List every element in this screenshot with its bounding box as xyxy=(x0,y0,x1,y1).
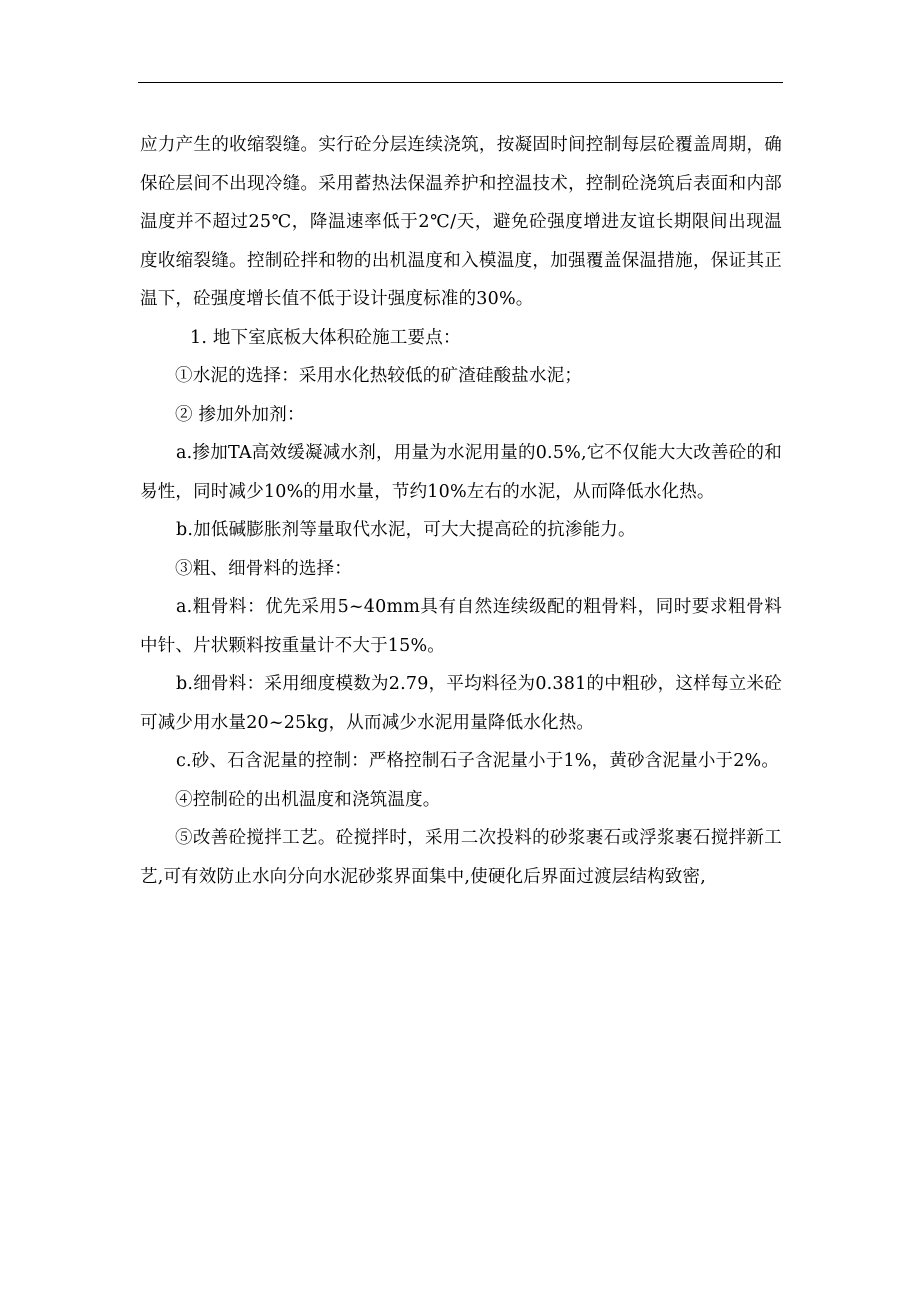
list-item-mixing-process: ⑤改善砼搅拌工艺。砼搅拌时，采用二次投料的砂浆裹石或浮浆裹石搅拌新工艺,可有效防止水向分向水泥砂浆界面集中,使硬化后界面过渡层结构致密, xyxy=(140,828,782,887)
sub-item-coarse-aggregate: a.粗骨料：优先采用5~40mm具有自然连续级配的粗骨料，同时要求粗骨料中针、片状颗料按重量计不大于15%。 xyxy=(140,597,782,656)
section-heading-basement-slab: 1. 地下室底板大体积砼施工要点： xyxy=(190,327,461,348)
document-body xyxy=(140,126,782,896)
sub-item-fine-aggregate: b.细骨料：采用细度模数为2.79，平均料径为0.381的中粗砂，这样每立米砼可减少用水量20~25kg，从而减少水泥用量降低水化热。 xyxy=(140,674,782,733)
list-item-cement-selection: ①水泥的选择：采用水化热较低的矿渣硅酸盐水泥； xyxy=(175,366,583,386)
sub-item-expansion-agent: b.加低碱膨胀剂等量取代水泥，可大大提高砼的抗渗能力。 xyxy=(176,520,636,540)
list-item-aggregate-selection: ③粗、细骨料的选择： xyxy=(175,558,352,579)
sub-item-retarder: a.掺加TA高效缓凝减水剂，用量为水泥用量的0.5%,它不仅能大大改善砼的和易性，同时减少10%的用水量，节约10%左右的水泥，从而降低水化热。 xyxy=(140,443,782,502)
paragraph-cooling-control: 应力产生的收缩裂缝。实行砼分层连续浇筑，按凝固时间控制每层砼覆盖周期，确保砼层间不出现冷缝。采用蓄热法保温养护和控温技术，控制砼浇筑后表面和内部温度并不超过25℃，降温速率低于2℃/天，避免砼强度增进友谊长期限间出现温度收缩裂缝。控制砼拌和物的出机温度和入模温度，加强覆盖保温措施，保证其正温下，砼强度增长值不低于设计强度标准的30%。 xyxy=(140,135,782,309)
list-item-temperature-control: ④控制砼的出机温度和浇筑温度。 xyxy=(175,789,441,810)
list-item-admixture: ② 掺加外加剂： xyxy=(175,404,305,425)
sub-item-mud-content: c.砂、石含泥量的控制：严格控制石子含泥量小于1%，黄砂含泥量小于2%。 xyxy=(176,751,780,771)
header-rule xyxy=(138,82,783,83)
